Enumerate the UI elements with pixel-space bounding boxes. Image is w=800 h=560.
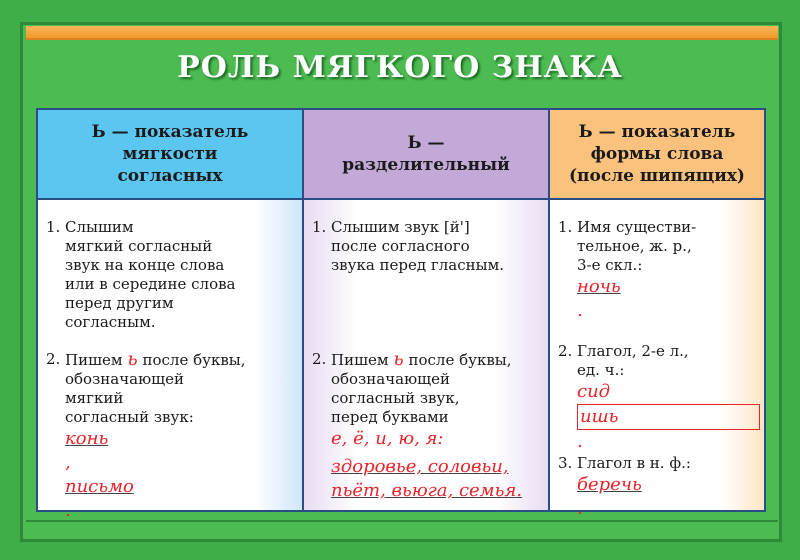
column-header: Ь — показатель мягкости согласных bbox=[38, 110, 302, 200]
bottom-border bbox=[26, 520, 778, 528]
rules-table bbox=[36, 108, 766, 521]
column-form bbox=[550, 110, 764, 519]
rule-item: 1. Слышим мягкий согласный звук на конце слова или в середине слова перед другим согласным. bbox=[46, 218, 236, 331]
top-stripe bbox=[26, 26, 778, 40]
rule-item: 2. Пишем ь после буквы, обозначающей мягкий согласный звук: конь , письмо . bbox=[46, 350, 298, 523]
rule-item: 2. Пишем ь после буквы, обозначающей согласный звук, перед буквами е, ё, и, ю, я: здоровье, соловьи, пьёт, вьюга, семья. bbox=[312, 348, 523, 501]
rule-item: 1. Имя существи- тельное, ж. р., 3-е скл.: ночь . bbox=[558, 218, 697, 321]
rule-item: 1. Слышим звук [й'] после согласного звука перед гласным. bbox=[312, 218, 504, 274]
example-words: конь , письмо . bbox=[65, 428, 134, 521]
column-separating bbox=[304, 110, 550, 510]
column-header: Ь — показатель формы слова (после шипящих) bbox=[550, 110, 764, 200]
column-softness bbox=[38, 110, 304, 521]
column-header: Ь — разделительный bbox=[304, 110, 548, 200]
rule-item: 2. Глагол, 2-е л., ед. ч.: сид ишь . bbox=[558, 342, 760, 454]
poster-title: РОЛЬ МЯГКОГО ЗНАКА bbox=[177, 50, 623, 85]
rule-item: 3. Глагол в н. ф.: беречь . bbox=[558, 454, 691, 519]
